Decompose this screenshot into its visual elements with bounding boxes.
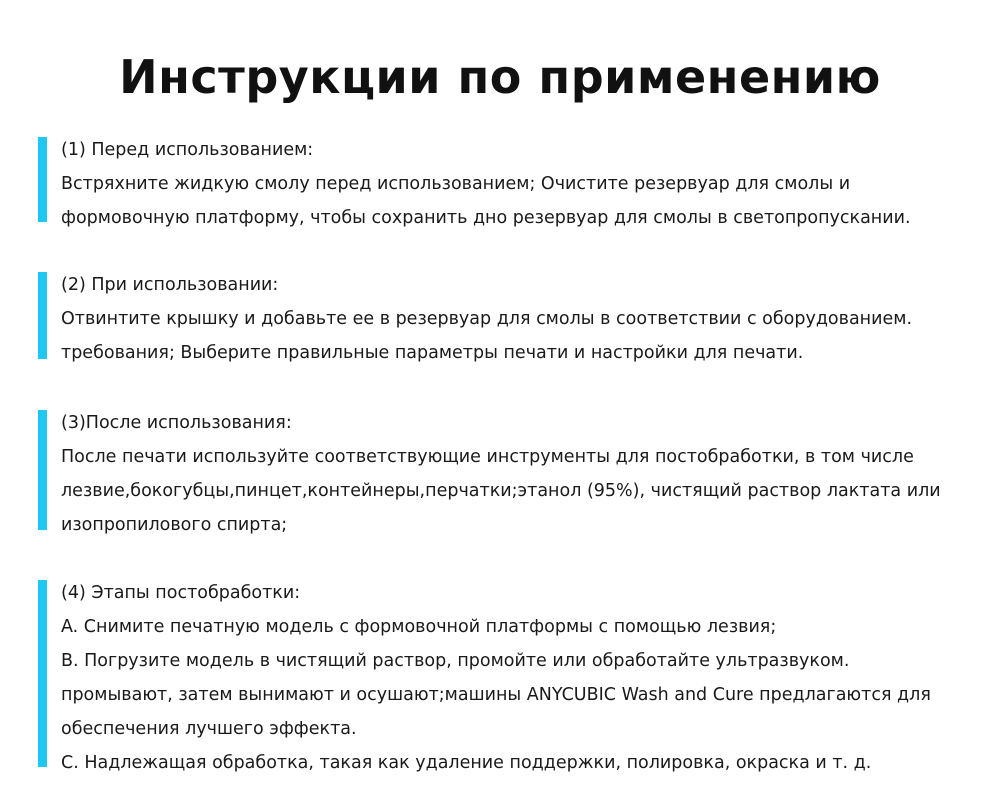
section-text (61, 406, 941, 542)
section-heading: (2) При использовании: (61, 275, 279, 295)
section-line: лезвие,бокогубцы,пинцет,контейнеры,перчатки;этанол (95%), чистящий раствор лактата или (61, 481, 941, 501)
section-heading: (4) Этапы постобработки: (61, 583, 301, 603)
section-post-processing (38, 580, 968, 780)
section-line: промывают, затем вынимают и осушают;машины ANYCUBIC Wash and Cure предлагаются для (61, 685, 931, 705)
page-title: Инструкции по применению (119, 50, 881, 104)
section-before-use (38, 137, 968, 235)
section-line: C. Надлежащая обработка, такая как удаление поддержки, полировка, окраска и т. д. (61, 753, 872, 773)
section-line: требования; Выберите правильные параметры печати и настройки для печати. (61, 343, 804, 363)
section-after-use (38, 410, 968, 542)
accent-bar (38, 272, 47, 359)
section-text (61, 576, 931, 780)
section-line: обеспечения лучшего эффекта. (61, 719, 357, 739)
section-line: A. Снимите печатную модель с формовочной платформы с помощью лезвия; (61, 617, 777, 637)
accent-bar (38, 580, 47, 767)
section-text (61, 133, 911, 235)
section-heading: (3)После использования: (61, 413, 292, 433)
section-text (61, 268, 912, 370)
section-line: формовочную платформу, чтобы сохранить дно резервуар для смолы в светопропускании. (61, 208, 911, 228)
section-line: B. Погрузите модель в чистящий раствор, промойте или обработайте ультразвуком. (61, 651, 850, 671)
section-heading: (1) Перед использованием: (61, 140, 314, 160)
section-line: изопропилового спирта; (61, 515, 288, 535)
section-line: Встряхните жидкую смолу перед использованием; Очистите резервуар для смолы и (61, 174, 851, 194)
section-line: После печати используйте соответствующие инструменты для постобработки, в том числе (61, 447, 914, 467)
section-line: Отвинтите крышку и добавьте ее в резервуар для смолы в соответствии с оборудованием. (61, 309, 913, 329)
section-during-use (38, 272, 968, 370)
accent-bar (38, 137, 47, 222)
accent-bar (38, 410, 47, 530)
